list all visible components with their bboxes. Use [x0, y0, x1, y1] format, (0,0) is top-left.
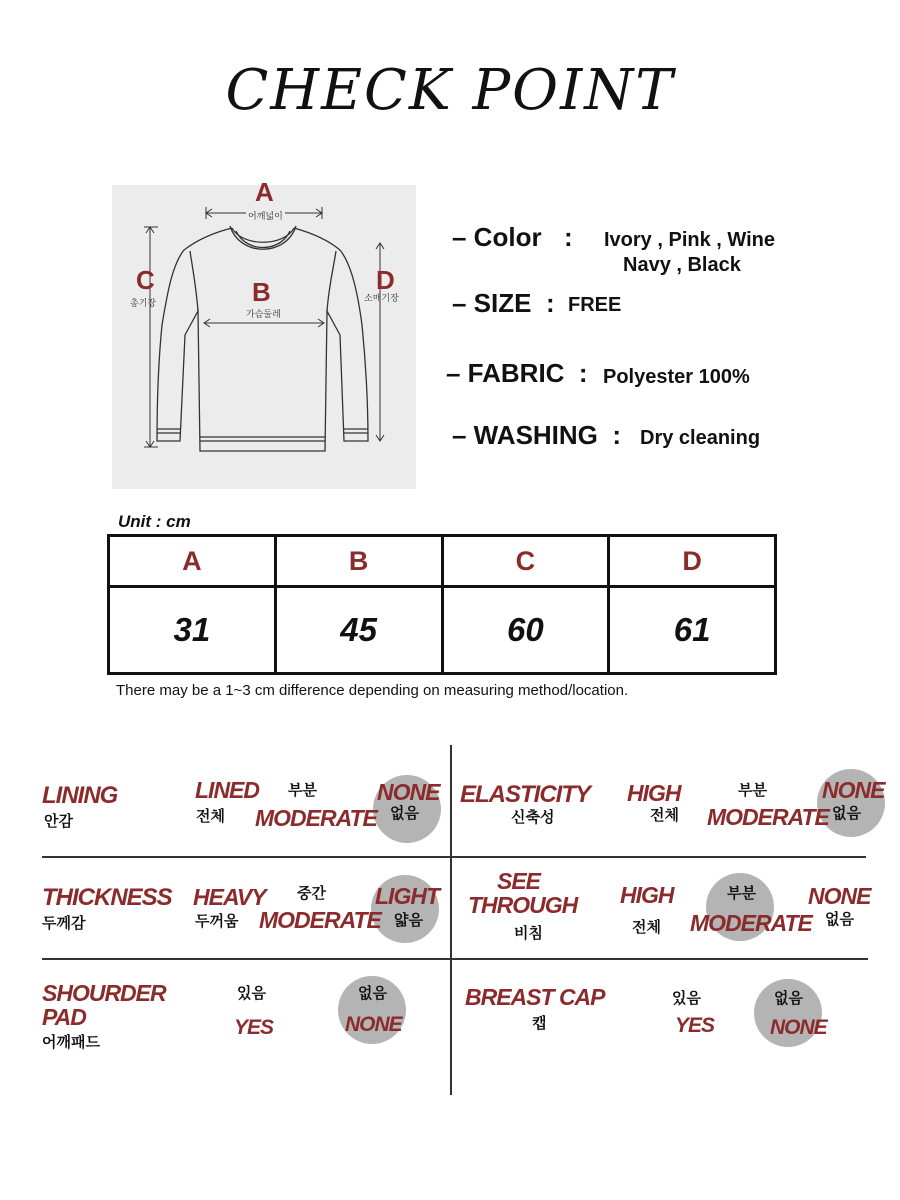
- size-table: [107, 534, 777, 675]
- attr-see-through-opt1: HIGH: [620, 882, 674, 908]
- attr-elasticity-opt2: MODERATE: [707, 804, 829, 830]
- attr-lining-opt2-ko: 부분: [288, 781, 317, 799]
- attr-shoulder-pad-opt2: NONE: [345, 1013, 402, 1036]
- diagram-label-a: A: [255, 177, 274, 207]
- attr-elasticity-opt1-ko: 전체: [650, 806, 679, 824]
- attr-shoulder-pad-label-1: SHOURDER: [42, 980, 166, 1006]
- attr-thickness-opt2-ko: 중간: [297, 884, 326, 902]
- attr-see-through-opt3: NONE: [808, 883, 871, 909]
- size-header-d: D: [609, 536, 776, 587]
- attr-elasticity-opt3-ko: 없음: [832, 804, 861, 822]
- attr-see-through-ko: 비침: [514, 924, 543, 942]
- attr-elasticity-opt3: NONE: [822, 777, 885, 803]
- attr-lining-ko: 안감: [44, 812, 73, 830]
- attr-breast-cap-opt1-ko: 있음: [672, 989, 701, 1007]
- spec-fabric-key: – FABRIC: [446, 358, 565, 388]
- spec-color-value-2: Navy , Black: [623, 254, 741, 276]
- size-value-d: 61: [609, 587, 776, 674]
- attr-see-through-label-1: SEE: [497, 868, 541, 894]
- spec-color: [452, 222, 573, 253]
- grid-vertical-divider: [450, 745, 452, 1095]
- attr-breast-cap-opt2: NONE: [770, 1016, 827, 1039]
- attr-see-through-label-2: THROUGH: [468, 892, 578, 918]
- size-value-c: 60: [442, 587, 609, 674]
- diagram-sub-d: 소매기장: [364, 294, 399, 304]
- spec-washing-value: Dry cleaning: [640, 427, 761, 449]
- attr-thickness-ko: 두께감: [42, 914, 86, 932]
- attr-elasticity-label: ELASTICITY: [460, 781, 591, 808]
- spec-washing: [452, 420, 621, 451]
- attr-thickness-opt1: HEAVY: [193, 884, 266, 910]
- size-header-b: B: [275, 536, 442, 587]
- attr-elasticity-opt2-ko: 부분: [738, 781, 767, 799]
- diagram-sub-a: 어깨넓이: [246, 209, 285, 222]
- diagram-label-b: B: [252, 277, 271, 307]
- attr-shoulder-pad-ko: 어깨패드: [42, 1033, 100, 1051]
- attr-thickness-opt3-ko: 얇음: [394, 911, 423, 929]
- sweater-diagram: [112, 177, 416, 489]
- attr-shoulder-pad-opt1-ko: 있음: [237, 984, 266, 1002]
- attr-thickness-opt1-ko: 두꺼움: [195, 912, 239, 930]
- spec-color-sep: :: [564, 222, 573, 252]
- spec-size: [452, 288, 555, 319]
- attr-thickness-label: THICKNESS: [42, 884, 172, 911]
- attr-elasticity-opt1: HIGH: [627, 780, 681, 806]
- spec-fabric: [446, 358, 588, 389]
- attr-breast-cap-ko: 캡: [532, 1014, 547, 1032]
- size-header-a: A: [109, 536, 276, 587]
- grid-divider-1: [42, 856, 866, 858]
- attr-shoulder-pad-label-2: PAD: [42, 1004, 86, 1030]
- size-table-value-row: [109, 587, 776, 674]
- diagram-label-c: C: [136, 265, 155, 295]
- attr-lining-opt3-ko: 없음: [390, 804, 419, 822]
- attr-lining-opt1-ko: 전체: [196, 807, 225, 825]
- spec-washing-key: – WASHING: [452, 420, 598, 450]
- sweater-illustration: [112, 185, 416, 489]
- spec-size-value: FREE: [568, 294, 622, 316]
- attr-shoulder-pad-opt1: YES: [234, 1016, 274, 1039]
- attr-thickness-opt3: LIGHT: [375, 883, 439, 909]
- unit-label: Unit : cm: [118, 512, 191, 531]
- diagram-label-d: D: [376, 265, 395, 295]
- spec-color-key: – Color: [452, 222, 542, 252]
- attr-lining-label: LINING: [42, 782, 118, 809]
- attr-thickness-opt2: MODERATE: [259, 907, 381, 933]
- attr-breast-cap-opt1: YES: [675, 1014, 715, 1037]
- measurement-note: There may be a 1~3 cm difference depending on measuring method/location.: [116, 682, 629, 699]
- diagram-sub-c: 총기장: [130, 299, 157, 309]
- page-title: CHECK POINT: [225, 58, 675, 123]
- attr-see-through-opt2-ko: 부분: [727, 884, 756, 902]
- spec-size-sep: :: [545, 288, 555, 318]
- attr-lining-opt2: MODERATE: [255, 805, 377, 831]
- spec-color-value-1: Ivory , Pink , Wine: [604, 229, 775, 251]
- size-table-header-row: [109, 536, 776, 587]
- attr-see-through-opt2: MODERATE: [690, 910, 812, 936]
- attr-see-through-opt3-ko: 없음: [825, 910, 854, 928]
- size-header-c: C: [442, 536, 609, 587]
- attr-breast-cap-opt2-ko: 없음: [774, 989, 803, 1007]
- spec-size-key: – SIZE: [452, 288, 532, 318]
- attr-elasticity-ko: 신축성: [511, 808, 555, 826]
- attr-lining-opt3: NONE: [377, 779, 440, 805]
- attr-shoulder-pad-opt2-ko: 없음: [358, 984, 387, 1002]
- size-value-b: 45: [275, 587, 442, 674]
- diagram-sub-b: 가슴둘레: [246, 310, 281, 320]
- spec-washing-sep: :: [612, 420, 622, 450]
- attr-see-through-opt1-ko: 전체: [632, 918, 661, 936]
- grid-divider-2: [42, 958, 868, 960]
- attr-lining-opt1: LINED: [195, 777, 259, 803]
- spec-fabric-sep: :: [578, 358, 588, 388]
- size-value-a: 31: [109, 587, 276, 674]
- spec-fabric-value: Polyester 100%: [603, 366, 750, 388]
- attr-breast-cap-label: BREAST CAP: [465, 984, 605, 1010]
